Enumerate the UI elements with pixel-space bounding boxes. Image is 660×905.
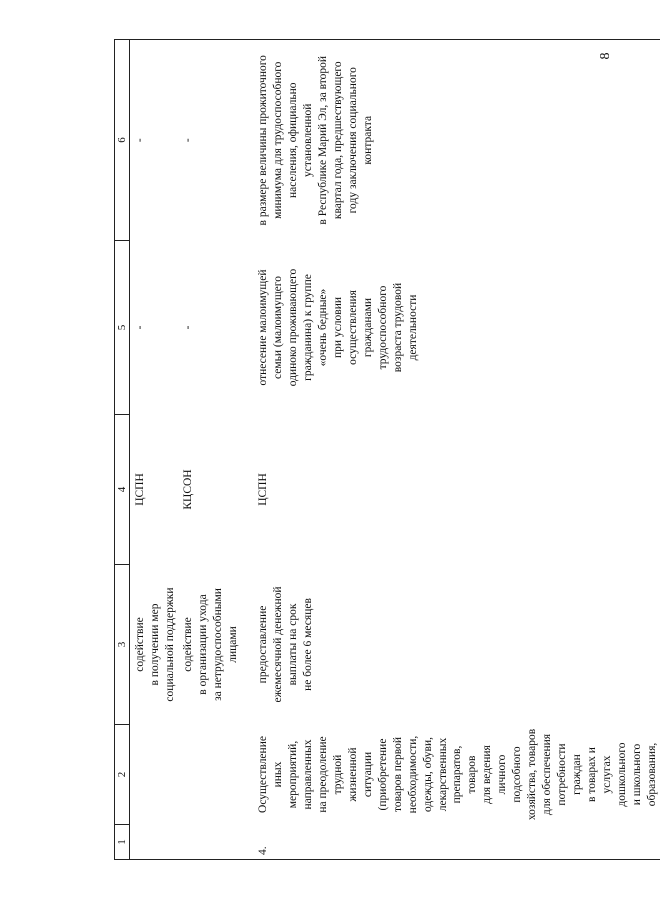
assistance-form-cell: содействие в организации ухода за нетрудоспособными лицами [182,588,240,701]
column-header-4: 4 [115,415,130,565]
table-row [253,40,659,860]
provider-cell: КЦСОН [182,469,195,510]
assistance-form-cell: содействие в получении мер социальной поддержки [134,587,177,702]
amount-cell: - [130,40,179,241]
row-number [130,825,179,860]
column-header-1: 1 [115,825,130,860]
amount-cell: - [178,40,253,241]
condition-cell: - [182,325,195,330]
amount-cell: в размере величины прожиточного минимума для трудоспособного населения, официально установленной в Республике Марий Эл, за второй квартал года, предшествующего году заключения социального контракта [253,40,659,241]
measure-cell: Осуществление иных мероприятий, направленных на преодоление трудной жизненной ситуации (приобретение товаров первой необходимости, одежды, обуви, лекарственных препаратов, товаров для ведения личного подсобного хозяйства, товаров для обеспечения потребности граждан в товарах и услугах дошкольного и школьного образования, [257,728,658,821]
provider-cell: ЦСПН [134,473,147,506]
row-number: 4. [253,825,659,860]
measure-cell [130,725,179,825]
row-number [178,825,253,860]
column-header-3: 3 [115,565,130,725]
table-header-row [115,40,130,860]
provider-cell: ЦСПН [257,473,270,506]
measure-cell [178,725,253,825]
column-header-5: 5 [115,241,130,415]
rotated-table-container [114,40,658,860]
assistance-form-cell: предоставление ежемесячной денежной выплаты на срок не более 6 месяцев [257,586,315,703]
column-header-2: 2 [115,725,130,825]
condition-cell: - [134,325,147,330]
measures-table [114,39,660,860]
table-row [130,40,179,860]
column-header-6: 6 [115,40,130,241]
table-row [178,40,253,860]
condition-cell: отнесение малоимущей семьи (малоимущего одиноко проживающего гражданина) к группе «очень бедные» при условии осуществления гражданами трудоспособного возраста трудовой деятельности [257,268,419,387]
page-number: 8 [598,52,613,60]
